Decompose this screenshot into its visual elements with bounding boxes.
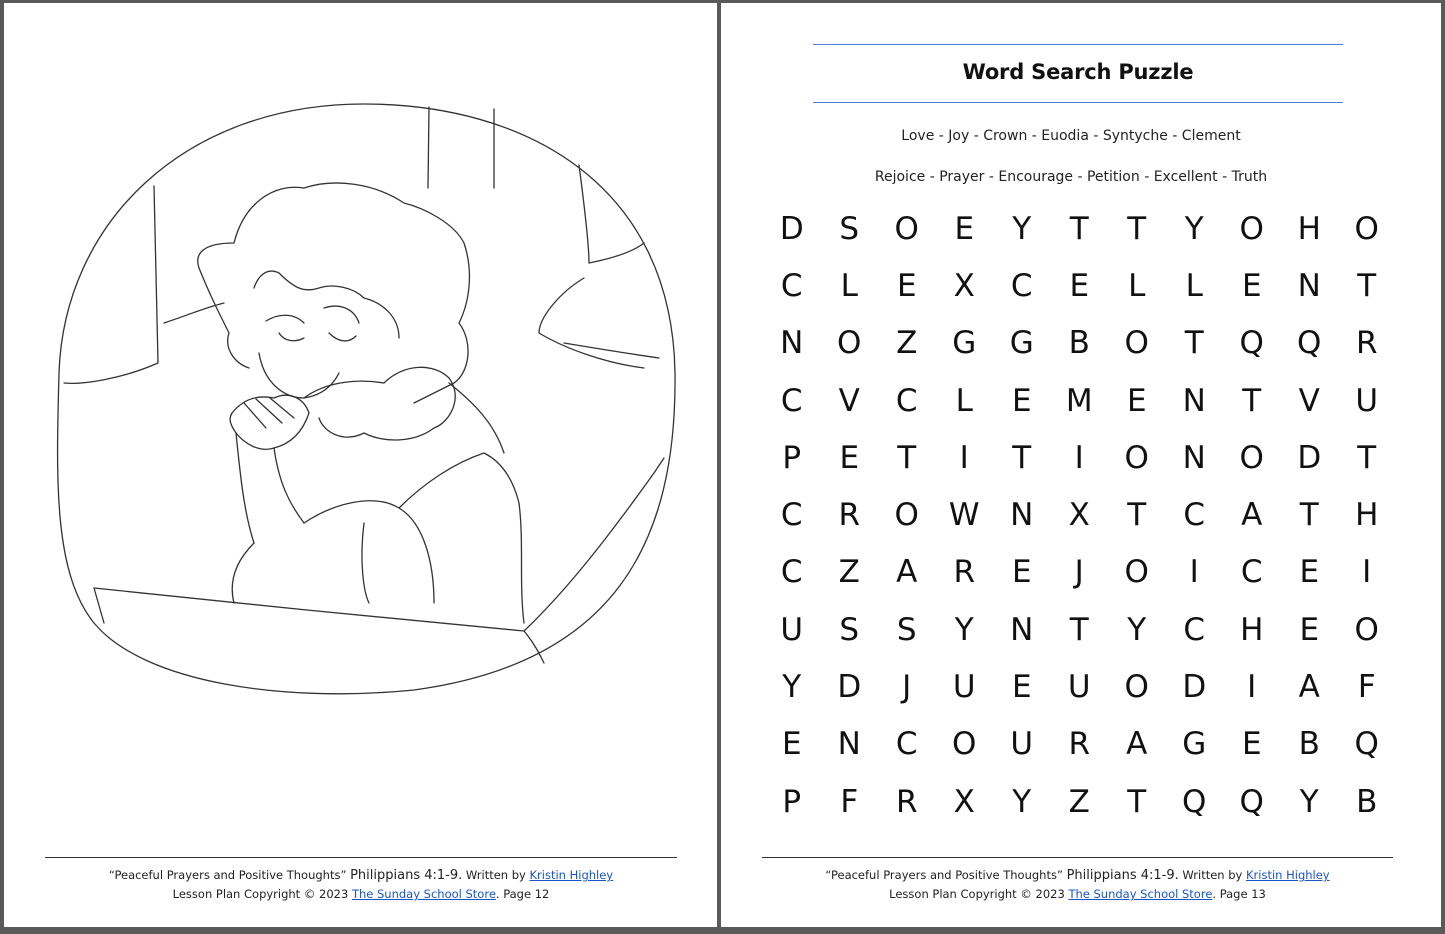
grid-letter[interactable]: N [1010, 611, 1034, 648]
grid-letter[interactable]: R [1068, 726, 1091, 763]
grid-letter[interactable]: W [948, 497, 980, 534]
grid-letter[interactable]: J [902, 669, 912, 706]
footer-written-by: Written by [462, 868, 530, 882]
grid-letter[interactable]: T [1069, 611, 1089, 648]
grid-letter[interactable]: U [952, 669, 976, 706]
grid-letter[interactable]: J [1074, 554, 1084, 591]
grid-letter[interactable]: P [782, 783, 802, 820]
grid-letter[interactable]: Z [1068, 783, 1090, 820]
grid-letter[interactable]: U [780, 611, 804, 648]
grid-letter[interactable]: T [1299, 497, 1319, 534]
grid-letter[interactable]: H [1297, 210, 1321, 247]
grid-letter[interactable]: O [894, 497, 919, 534]
grid-letter[interactable]: B [1298, 726, 1320, 763]
title-rule-top [813, 44, 1343, 45]
grid-letter[interactable]: E [1241, 726, 1262, 763]
grid-letter[interactable]: M [1065, 382, 1093, 419]
footer-written-by: Written by [1178, 868, 1246, 882]
grid-letter[interactable]: Q [1297, 325, 1322, 362]
grid-letter[interactable]: T [1357, 267, 1377, 304]
grid-letter[interactable]: A [1126, 726, 1148, 763]
grid-letter[interactable]: X [953, 783, 975, 820]
grid-letter[interactable]: O [1354, 210, 1379, 247]
grid-letter[interactable]: S [896, 611, 917, 648]
grid-letter[interactable]: E [1069, 267, 1090, 304]
grid-letter[interactable]: I [1247, 669, 1257, 706]
grid-letter[interactable]: Z [896, 325, 918, 362]
grid-letter[interactable]: A [896, 554, 918, 591]
grid-letter[interactable]: P [782, 439, 802, 476]
grid-letter[interactable]: Y [1127, 611, 1147, 648]
grid-letter[interactable]: O [1239, 210, 1264, 247]
grid-letter[interactable]: C [780, 267, 803, 304]
grid-letter[interactable]: N [1297, 267, 1321, 304]
grid-letter[interactable]: H [1355, 497, 1379, 534]
grid-letter[interactable]: E [1011, 669, 1032, 706]
grid-letter[interactable]: L [1185, 267, 1203, 304]
grid-letter[interactable]: N [780, 325, 804, 362]
footer-scripture-reference: Philippians 4:1-9. [350, 868, 463, 883]
grid-letter[interactable]: T [1069, 210, 1089, 247]
grid-letter[interactable]: Y [1012, 210, 1032, 247]
grid-letter[interactable]: T [1012, 439, 1032, 476]
grid-letter[interactable]: L [840, 267, 858, 304]
author-link[interactable]: Kristin Highley [1246, 868, 1330, 882]
grid-letter[interactable]: H [1240, 611, 1264, 648]
grid-letter[interactable]: G [1009, 325, 1034, 362]
grid-letter[interactable]: T [1357, 439, 1377, 476]
grid-letter[interactable]: U [1067, 669, 1091, 706]
page-footer [45, 866, 677, 904]
grid-letter[interactable]: Y [1184, 210, 1204, 247]
grid-letter[interactable]: O [894, 210, 919, 247]
grid-letter[interactable]: Y [954, 611, 974, 648]
grid-letter[interactable]: E [1241, 267, 1262, 304]
grid-letter[interactable]: T [897, 439, 917, 476]
word-list-line-2: Rejoice - Prayer - Encourage - Petition - Excellent - Truth [874, 169, 1268, 185]
footer-line-2 [45, 885, 677, 904]
grid-letter[interactable]: C [1010, 267, 1033, 304]
grid-letter[interactable]: N [1182, 382, 1206, 419]
grid-letter[interactable]: D [1182, 669, 1207, 706]
grid-letter[interactable]: R [895, 783, 918, 820]
grid-letter[interactable]: V [1298, 382, 1320, 419]
grid-letter[interactable]: R [838, 497, 861, 534]
grid-letter[interactable]: N [1010, 497, 1034, 534]
grid-letter[interactable]: E [1299, 611, 1320, 648]
grid-letter[interactable]: Y [782, 669, 802, 706]
grid-letter[interactable]: I [1189, 554, 1199, 591]
title-rule-bottom [813, 102, 1343, 103]
grid-letter[interactable]: C [895, 726, 918, 763]
grid-letter[interactable]: T [1242, 382, 1262, 419]
grid-letter[interactable]: O [1124, 439, 1149, 476]
grid-letter[interactable]: T [1127, 497, 1147, 534]
footer-scripture-reference: Philippians 4:1-9. [1066, 868, 1179, 883]
grid-letter[interactable]: T [1184, 325, 1204, 362]
page-footer [762, 866, 1393, 904]
grid-letter[interactable]: E [954, 210, 975, 247]
grid-letter[interactable]: Q [1354, 726, 1379, 763]
grid-letter[interactable]: V [838, 382, 860, 419]
grid-letter[interactable]: E [1011, 382, 1032, 419]
grid-letter[interactable]: B [1356, 783, 1378, 820]
grid-letter[interactable]: E [1011, 554, 1032, 591]
grid-letter[interactable]: O [1239, 439, 1264, 476]
grid-letter[interactable]: I [959, 439, 969, 476]
grid-letter[interactable]: T [1127, 210, 1147, 247]
footer-page-number: . Page 12 [495, 887, 550, 901]
grid-letter[interactable]: I [1074, 439, 1084, 476]
page-title: Word Search Puzzle [962, 60, 1194, 84]
footer-lesson-title: “Peaceful Prayers and Positive Thoughts” [108, 868, 351, 882]
grid-letter[interactable]: C [1183, 497, 1206, 534]
grid-letter[interactable]: E [839, 439, 860, 476]
grid-letter[interactable]: U [1010, 726, 1034, 763]
grid-letter[interactable]: Y [1299, 783, 1319, 820]
grid-letter[interactable]: C [780, 497, 803, 534]
grid-letter[interactable]: O [1124, 554, 1149, 591]
grid-letter[interactable]: D [1297, 439, 1322, 476]
grid-letter[interactable]: F [840, 783, 859, 820]
grid-letter[interactable]: Q [1239, 783, 1264, 820]
grid-letter[interactable]: O [1124, 669, 1149, 706]
grid-letter[interactable]: U [1355, 382, 1379, 419]
footer-rule [762, 857, 1393, 858]
grid-letter[interactable]: O [1124, 325, 1149, 362]
grid-letter[interactable]: E [896, 267, 917, 304]
grid-letter[interactable]: E [1126, 382, 1147, 419]
footer-copyright: Lesson Plan Copyright © 2023 [889, 887, 1069, 901]
grid-letter[interactable]: L [1128, 267, 1146, 304]
footer-line-2 [762, 885, 1393, 904]
footer-line-1 [45, 866, 677, 885]
word-list-line-1: Love - Joy - Crown - Euodia - Syntyche - Clement [901, 128, 1241, 144]
grid-letter[interactable]: E [781, 726, 802, 763]
grid-letter[interactable]: R [1355, 325, 1378, 362]
right-page [721, 3, 1441, 927]
grid-letter[interactable]: Q [1182, 783, 1207, 820]
grid-letter[interactable]: I [1362, 554, 1372, 591]
grid-letter[interactable]: Q [1239, 325, 1264, 362]
grid-letter[interactable]: T [1127, 783, 1147, 820]
grid-letter[interactable]: E [1299, 554, 1320, 591]
grid-letter[interactable]: Y [1012, 783, 1032, 820]
grid-letter[interactable]: R [953, 554, 976, 591]
grid-letter[interactable]: Z [838, 554, 860, 591]
grid-letter[interactable]: A [1241, 497, 1263, 534]
footer-page-number: . Page 13 [1212, 887, 1266, 901]
word-search-grid[interactable] [763, 200, 1396, 830]
footer-line-1 [762, 866, 1393, 885]
grid-letter[interactable]: G [1182, 726, 1207, 763]
grid-letter[interactable]: C [895, 382, 918, 419]
grid-letter[interactable]: S [839, 611, 860, 648]
grid-letter[interactable]: X [953, 267, 975, 304]
author-link[interactable]: Kristin Highley [529, 868, 614, 882]
grid-letter[interactable]: N [1182, 439, 1206, 476]
left-page [4, 3, 717, 927]
grid-letter[interactable]: A [1298, 669, 1320, 706]
grid-letter[interactable]: D [779, 210, 804, 247]
grid-letter[interactable]: C [780, 554, 803, 591]
footer-copyright: Lesson Plan Copyright © 2023 [172, 887, 352, 901]
footer-lesson-title: “Peaceful Prayers and Positive Thoughts” [825, 868, 1067, 882]
store-link[interactable]: The Sunday School Store [351, 887, 496, 901]
grid-letter[interactable]: G [952, 325, 977, 362]
grid-letter[interactable]: B [1068, 325, 1090, 362]
grid-letter[interactable]: O [1354, 611, 1379, 648]
grid-letter[interactable]: D [837, 669, 862, 706]
grid-letter[interactable]: O [837, 325, 862, 362]
grid-letter[interactable]: O [952, 726, 977, 763]
grid-letter[interactable]: L [955, 382, 973, 419]
grid-letter[interactable]: X [1068, 497, 1090, 534]
grid-letter[interactable]: F [1357, 669, 1376, 706]
grid-letter[interactable]: C [1183, 611, 1206, 648]
grid-letter[interactable]: C [1240, 554, 1263, 591]
praying-person-illustration [4, 3, 717, 723]
store-link[interactable]: The Sunday School Store [1068, 887, 1213, 901]
grid-letter[interactable]: N [837, 726, 861, 763]
footer-rule [45, 857, 677, 858]
grid-letter[interactable]: S [839, 210, 860, 247]
grid-letter[interactable]: C [780, 382, 803, 419]
